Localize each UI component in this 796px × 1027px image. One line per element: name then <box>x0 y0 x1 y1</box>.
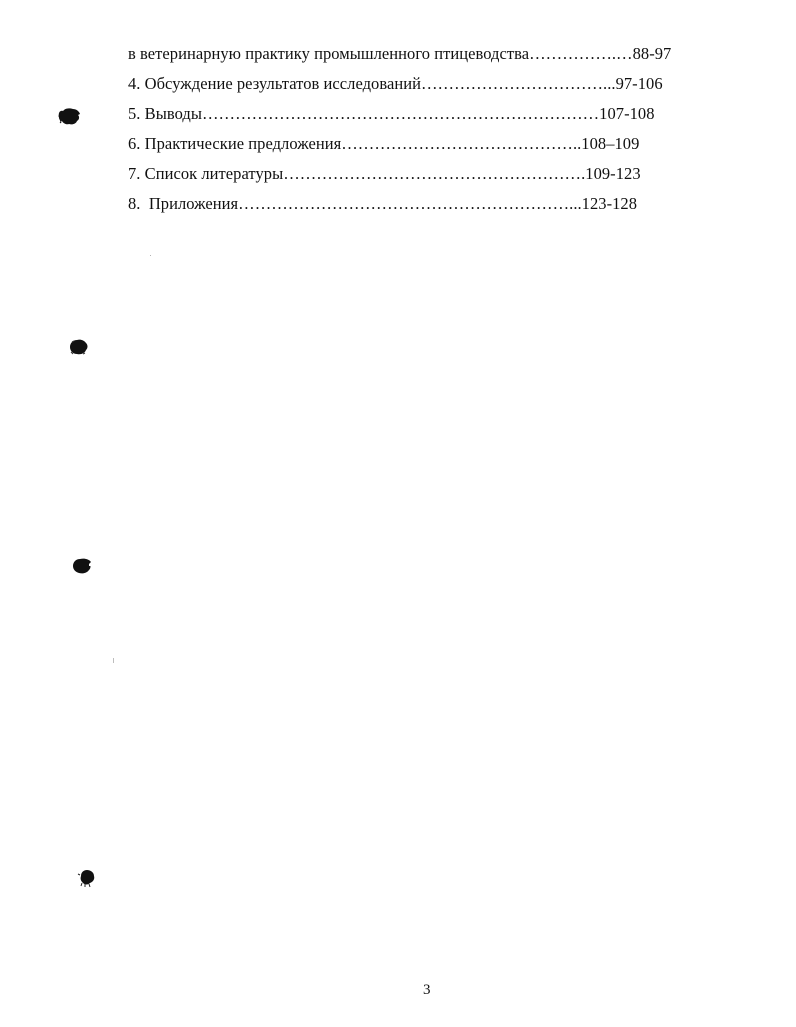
toc-entry-conclusions: 5. Выводы………………………………………………………………107-108 <box>128 104 655 123</box>
toc-entry-references: 7. Список литературы……………………………………………….109-123 <box>128 164 641 183</box>
punch-hole-mark <box>56 106 84 128</box>
toc-entry-practical-proposals: 6. Практические предложения……………………………………..108–109 <box>128 134 640 153</box>
punch-hole-mark <box>66 336 92 358</box>
toc-entry-appendices: 8. Приложения……………………………………………………...123-128 <box>128 194 638 213</box>
toc-entry-discussion: 4. Обсуждение результатов исследований……………………………...97-106 <box>128 74 663 93</box>
scan-speck <box>113 658 114 663</box>
scan-speck <box>150 255 151 256</box>
punch-hole-mark <box>70 555 96 577</box>
page-number: 3 <box>423 982 431 998</box>
toc-entry-continuation: в ветеринарную практику промышленного птицеводства…………….…88-97 <box>128 44 672 63</box>
punch-hole-mark <box>76 866 100 890</box>
